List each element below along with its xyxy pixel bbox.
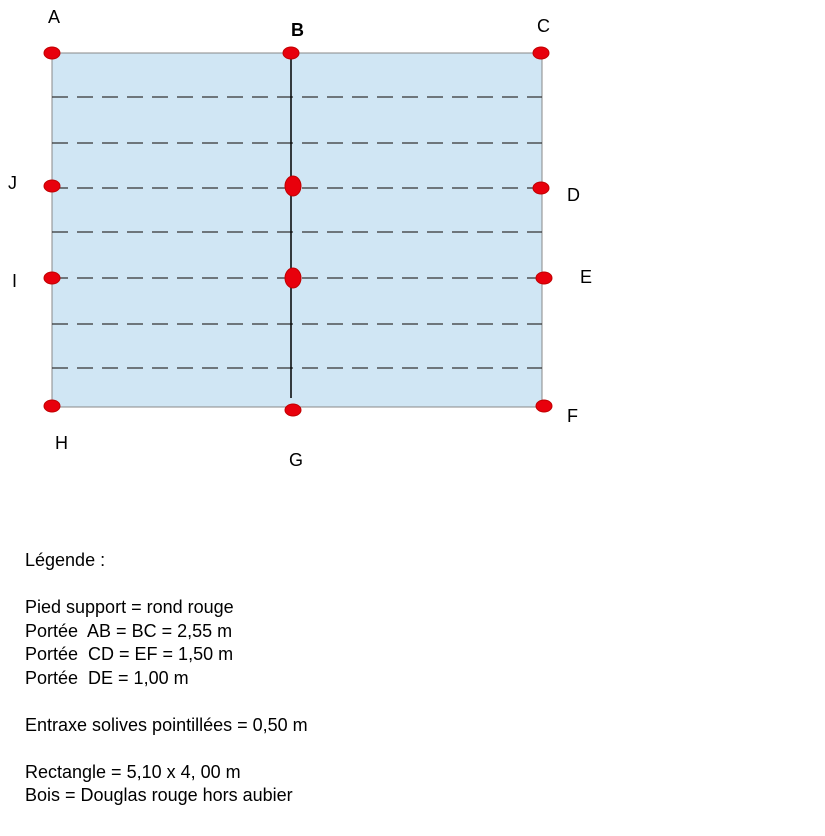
legend-support: Pied support = rond rouge xyxy=(25,597,234,617)
support-point-j xyxy=(44,180,60,192)
support-point-d xyxy=(533,182,549,194)
point-label-c: C xyxy=(537,16,550,36)
support-point-a xyxy=(44,47,60,59)
legend-wood: Bois = Douglas rouge hors aubier xyxy=(25,785,293,805)
support-point-center-lower xyxy=(285,268,301,288)
point-label-f: F xyxy=(567,406,578,426)
point-label-h: H xyxy=(55,433,68,453)
legend-spacer xyxy=(25,573,308,597)
support-point-h xyxy=(44,400,60,412)
point-label-b: B xyxy=(291,20,304,40)
legend-span-cd-ef: Portée CD = EF = 1,50 m xyxy=(25,644,234,664)
support-point-c xyxy=(533,47,549,59)
point-label-i: I xyxy=(12,271,18,291)
legend-spacer xyxy=(25,690,308,714)
legend-span-de: Portée DE = 1,00 m xyxy=(25,667,189,688)
legend xyxy=(25,549,308,808)
support-point-e xyxy=(536,272,552,284)
legend-joist-spacing: Entraxe solives pointillées = 0,50 m xyxy=(25,714,308,735)
point-label-a: A xyxy=(48,7,61,27)
legend-title: Légende : xyxy=(25,550,106,570)
floor-rectangle xyxy=(52,53,542,407)
support-point-f xyxy=(536,400,552,412)
legend-rectangle: Rectangle = 5,10 x 4, 00 m xyxy=(25,761,241,782)
point-label-g: G xyxy=(289,450,304,470)
support-point-g xyxy=(285,404,301,416)
point-label-e: E xyxy=(580,267,593,287)
support-point-b xyxy=(283,47,299,59)
support-point-center-upper xyxy=(285,176,301,196)
support-point-i xyxy=(44,272,60,284)
point-label-j: J xyxy=(8,173,17,193)
legend-span-ab-bc: Portée AB = BC = 2,55 m xyxy=(25,620,233,641)
point-label-d: D xyxy=(567,185,580,205)
legend-spacer xyxy=(25,737,308,761)
